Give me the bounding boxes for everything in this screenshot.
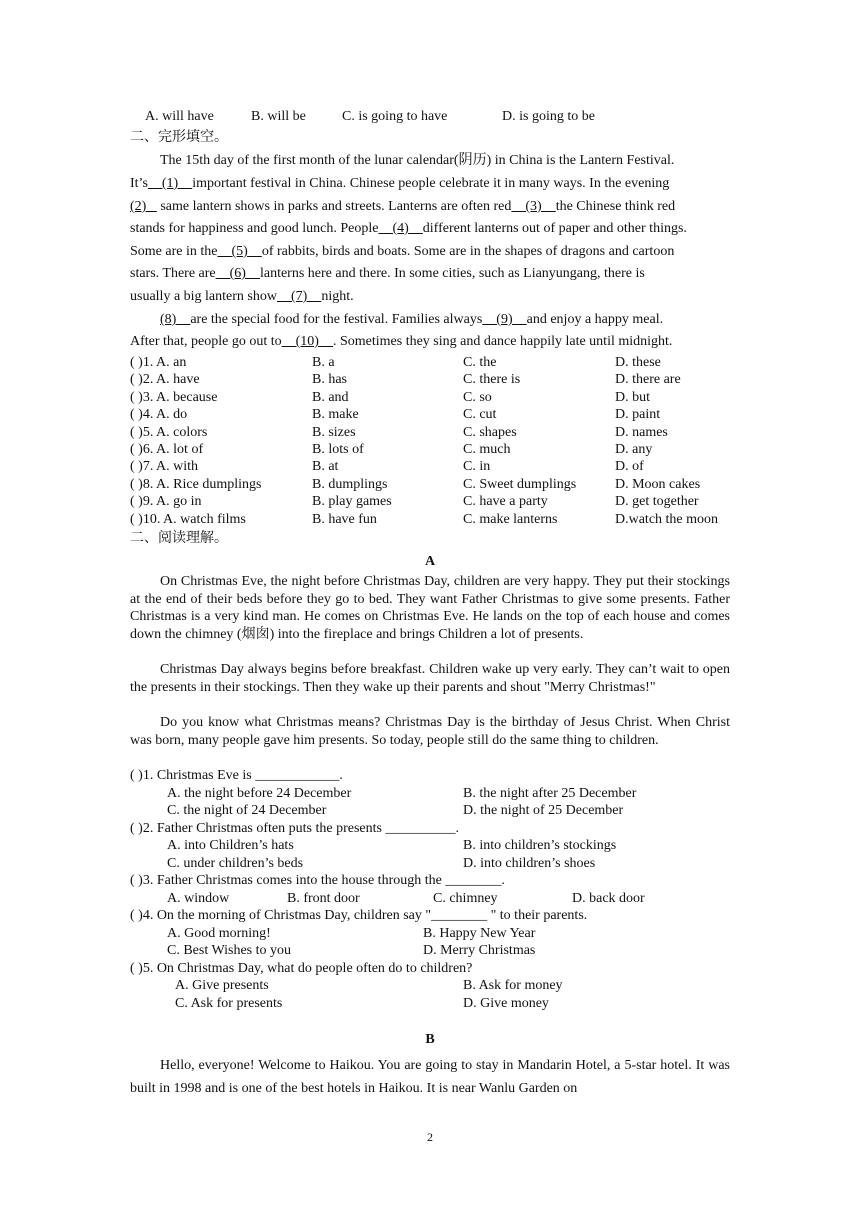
reading-question-1-options-cd: C. the night of 24 December D. the night of 25 December	[167, 803, 624, 818]
passage-a-paragraph-2: Christmas Day always begins before breakfast. Children wake up very early. They can’t wait to open the presents in their stockings. Then they wake up their parents and shout "Merry Christmas!"	[130, 662, 730, 695]
question-option-b: B. make	[312, 407, 359, 423]
cloze-question-row	[130, 406, 750, 424]
question-option-a: ( )7. A. with	[130, 459, 199, 475]
cloze-line-2: It’s (1) important festival in China. Chinese people celebrate it in many ways. In the evening	[130, 176, 670, 191]
question-option-c: C. in	[463, 459, 491, 475]
cloze-line-7: usually a big lantern show (7) night.	[130, 289, 354, 304]
cloze-line-8: (8) are the special food for the festival. Families always (9) and enjoy a happy meal.	[160, 312, 664, 327]
question-option-d: D. names	[615, 424, 668, 440]
reading-question-2-options-cd: C. under children’s beds D. into children’s shoes	[167, 855, 596, 871]
section-title-reading: 二、阅读理解。	[130, 531, 228, 546]
question-option-c: C. have a party	[463, 494, 548, 510]
question-option-b: B. a	[312, 355, 335, 370]
question-option-c: C. the	[463, 355, 497, 370]
question-option-d: D. get together	[615, 494, 699, 510]
reading-question-1-options-ab: A. the night before 24 December B. the night after 25 December	[167, 785, 637, 801]
question-option-d: D. these	[615, 355, 661, 370]
blank-8: (8)	[160, 312, 191, 327]
cloze-question-row	[130, 389, 750, 407]
question-option-c: C. make lanterns	[463, 511, 558, 527]
cloze-line-1: The 15th day of the first month of the lunar calendar(阴历) in China is the Lantern Festival.	[160, 153, 675, 168]
cloze-question-row	[130, 511, 750, 529]
cloze-line-5: Some are in the (5) of rabbits, birds and boats. Some are in the shapes of dragons and cartoon	[130, 244, 675, 259]
cloze-question-row	[130, 424, 750, 442]
blank-4: (4)	[378, 221, 423, 236]
passage-a-paragraph-3: Do you know what Christmas means? Christmas Day is the birthday of Jesus Christ. When Christ was born, many people gave him presents. So today, people still do the same thing to children.	[130, 715, 730, 748]
question-option-c: C. so	[463, 389, 492, 405]
cloze-line-6: stars. There are (6) lanterns here and there. In some cities, such as Lianyungang, there is	[130, 266, 645, 281]
option-a: A. will have	[145, 109, 214, 124]
question-option-d: D.watch the moon	[615, 511, 719, 527]
question-option-c: C. shapes	[463, 424, 517, 440]
blank-5: (5)	[217, 244, 262, 259]
blank-1: (1)	[147, 176, 193, 191]
question-option-b: B. at	[312, 459, 339, 475]
question-option-d: D. Moon cakes	[615, 476, 701, 492]
cloze-question-row	[130, 458, 750, 476]
question-option-a: ( )4. A. do	[130, 407, 188, 423]
question-option-b: B. has	[312, 372, 347, 388]
passage-a-paragraph-1: On Christmas Eve, the night before Christmas Day, children are very happy. They put their stockings at the end of their beds before they go to bed. They want Father Christmas to give some presents. Father Christmas is a very kind man. He comes on Christmas Eve. He lands on the top of each house and comes down the chimney (烟囱) into the fireplace and brings Children a lot of presents.	[130, 574, 730, 642]
question-option-c: C. there is	[463, 372, 521, 388]
blank-2: (2)	[130, 199, 157, 214]
reading-question-4: ( )4. On the morning of Christmas Day, children say "________ " to their parents.	[130, 908, 588, 923]
question-option-a: ( )10. A. watch films	[130, 511, 246, 527]
question-option-c: C. Sweet dumplings	[463, 476, 577, 492]
reading-question-4-options-ab: A. Good morning! B. Happy New Year	[167, 925, 536, 941]
question-option-d: D. of	[615, 459, 644, 475]
section-title-cloze: 二、完形填空。	[130, 130, 228, 145]
reading-question-2-options-ab: A. into Children’s hats B. into children’s stockings	[167, 838, 617, 853]
question-option-d: D. any	[615, 442, 653, 457]
blank-3: (3)	[511, 199, 556, 214]
question-option-d: D. paint	[615, 407, 661, 423]
question-option-a: ( )3. A. because	[130, 389, 218, 405]
reading-question-2: ( )2. Father Christmas often puts the presents __________.	[130, 820, 459, 836]
question-option-a: ( )5. A. colors	[130, 424, 208, 440]
cloze-question-row	[130, 476, 750, 494]
option-b: B. will be	[251, 109, 306, 124]
cloze-question-row	[130, 441, 750, 459]
option-d: D. is going to be	[502, 109, 595, 124]
passage-a-heading: A	[424, 554, 436, 569]
passage-b-heading: B	[425, 1032, 435, 1047]
blank-9: (9)	[482, 312, 527, 327]
question-option-c: C. cut	[463, 407, 497, 423]
cloze-question-row	[130, 493, 750, 511]
reading-question-3-options: A. window B. front door C. chimney D. back door	[167, 890, 645, 906]
reading-question-5-options-cd: C. Ask for presents D. Give money	[175, 995, 549, 1011]
blank-6: (6)	[215, 266, 260, 281]
cloze-line-4: stands for happiness and good lunch. People (4) different lanterns out of paper and other things.	[130, 221, 687, 236]
question-option-a: ( )9. A. go in	[130, 494, 202, 510]
cloze-line-3: (2) same lantern shows in parks and streets. Lanterns are often red (3) the Chinese think red	[130, 199, 676, 214]
blank-10: (10)	[281, 334, 333, 349]
page-number: 2	[427, 1130, 433, 1144]
option-c: C. is going to have	[342, 109, 448, 124]
question-option-b: B. and	[312, 389, 349, 405]
question-option-d: D. but	[615, 389, 650, 405]
reading-question-1: ( )1. Christmas Eve is ____________.	[130, 768, 343, 783]
top-options	[130, 108, 750, 126]
reading-question-5: ( )5. On Christmas Day, what do people often do to children?	[130, 960, 473, 976]
question-option-b: B. lots of	[312, 442, 364, 457]
question-option-c: C. much	[463, 442, 511, 457]
passage-b-paragraph-1: Hello, everyone! Welcome to Haikou. You are going to stay in Mandarin Hotel, a 5-star hotel. It was built in 1998 and is one of the best hotels in Haikou. It is near Wanlu Garden on	[130, 1058, 730, 1096]
cloze-line-9: After that, people go out to (10) . Sometimes they sing and dance happily late until midnight.	[130, 334, 673, 349]
cloze-question-row	[130, 354, 750, 372]
reading-question-4-options-cd: C. Best Wishes to you D. Merry Christmas	[167, 943, 536, 958]
blank-7: (7)	[276, 289, 322, 304]
question-option-b: B. dumplings	[312, 476, 388, 492]
reading-question-3: ( )3. Father Christmas comes into the house through the ________.	[130, 873, 505, 888]
question-option-a: ( )6. A. lot of	[130, 442, 204, 457]
question-option-a: ( )2. A. have	[130, 372, 200, 388]
question-option-b: B. have fun	[312, 511, 377, 527]
question-option-a: ( )8. A. Rice dumplings	[130, 476, 262, 492]
question-option-b: B. sizes	[312, 424, 356, 440]
cloze-question-row	[130, 371, 750, 389]
reading-question-5-options-ab: A. Give presents B. Ask for money	[175, 978, 563, 993]
question-option-d: D. there are	[615, 372, 681, 388]
question-option-a: ( )1. A. an	[130, 355, 187, 370]
question-option-b: B. play games	[312, 494, 392, 510]
